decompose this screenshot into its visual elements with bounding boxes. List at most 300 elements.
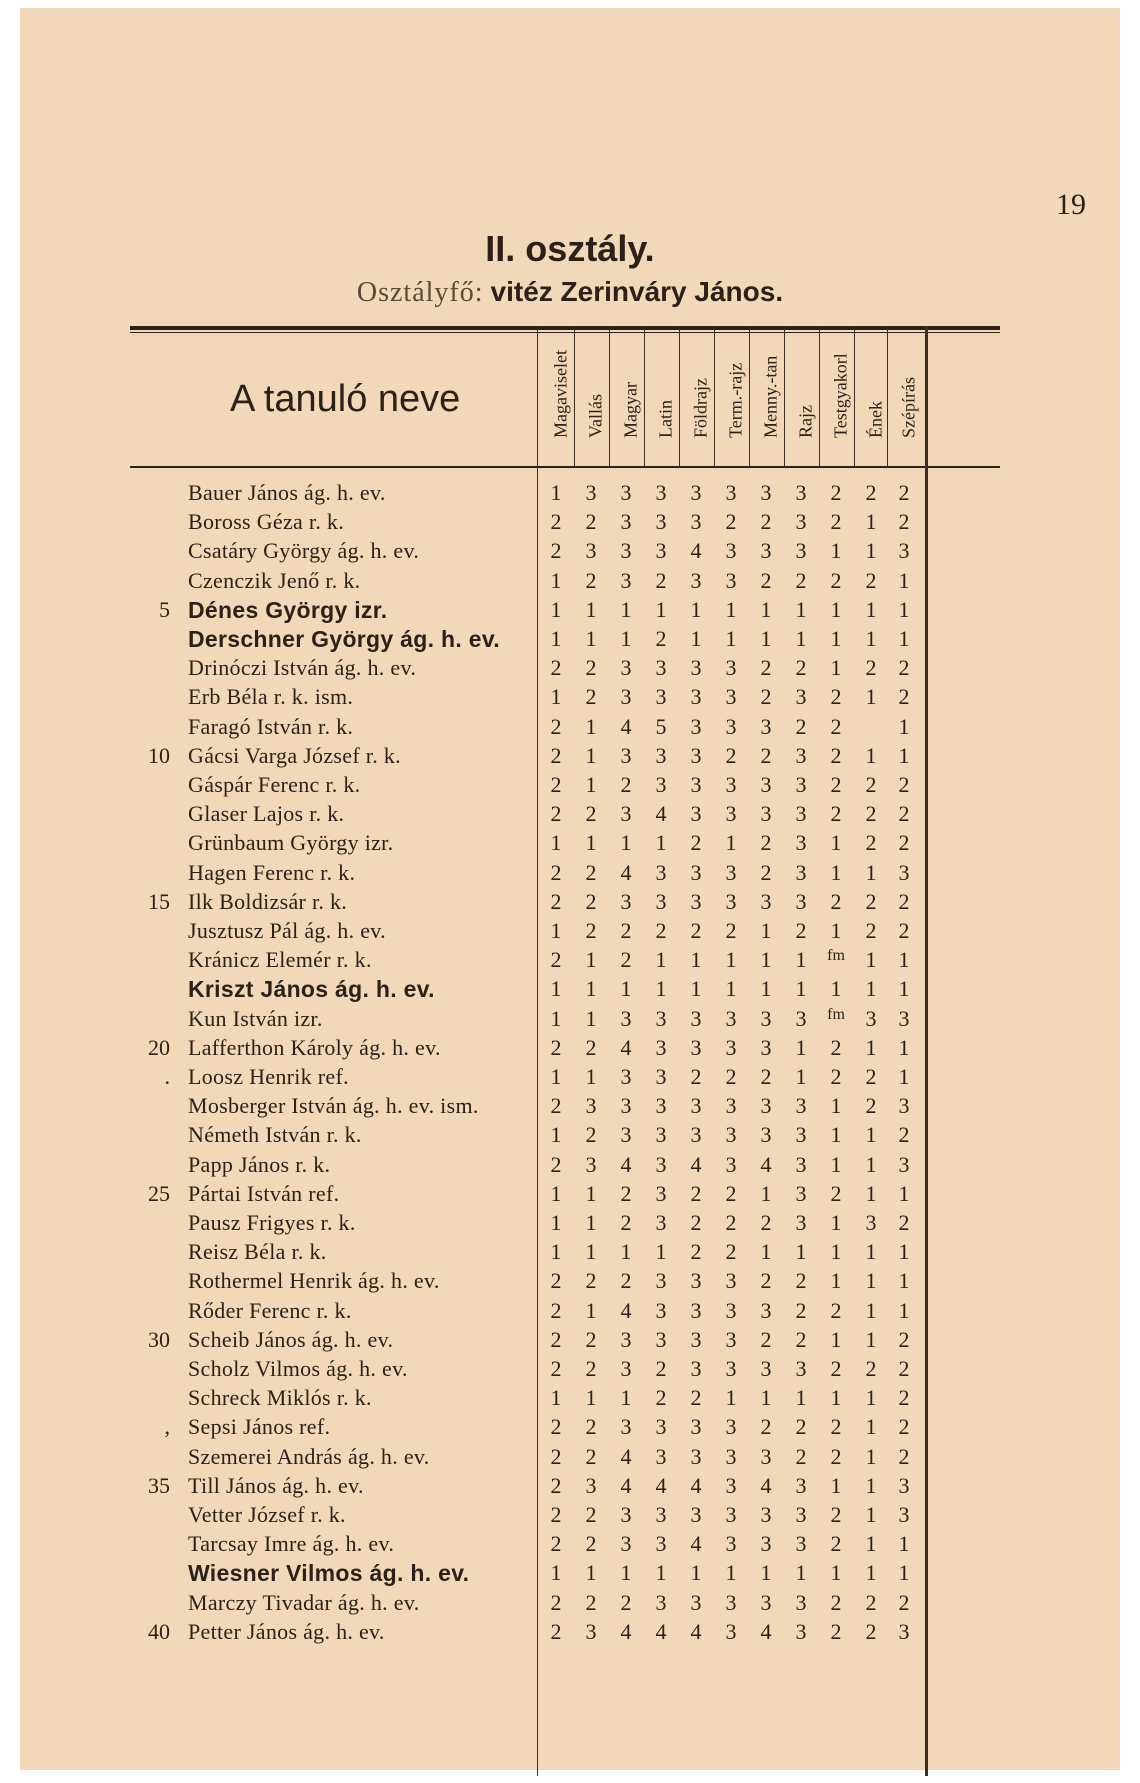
grade-cell: 1 <box>585 742 597 768</box>
grade-cell: 2 <box>655 1385 667 1411</box>
grade-cell: 3 <box>690 1093 702 1119</box>
grade-cell: 4 <box>620 1151 632 1177</box>
table-row <box>20 655 1120 684</box>
grade-cell: 3 <box>725 1472 737 1498</box>
grade-cell: 2 <box>865 772 877 797</box>
grade-cell: 3 <box>795 1005 807 1031</box>
grade-cell: 3 <box>760 538 772 564</box>
grade-cell: 2 <box>795 713 807 739</box>
grade-cell: 2 <box>690 918 702 943</box>
table-row <box>20 1590 1120 1619</box>
grade-cell: 2 <box>550 713 562 739</box>
grade-cell: 3 <box>795 509 807 535</box>
grade-cell: 3 <box>690 772 702 797</box>
row-number: 25 <box>148 1180 170 1206</box>
grade-cell: 2 <box>620 1180 632 1206</box>
header-rule-bottom <box>130 466 1000 468</box>
grade-cell: 2 <box>898 655 910 681</box>
grade-cell: 3 <box>620 1531 632 1557</box>
grade-cell: 2 <box>795 1414 807 1440</box>
table-row <box>20 1064 1120 1093</box>
grade-cell: 3 <box>795 1472 807 1498</box>
grade-cell: 2 <box>550 859 562 885</box>
grade-cell: 2 <box>898 684 910 710</box>
grade-cell: 3 <box>655 538 667 564</box>
grade-cell: 2 <box>585 1268 597 1294</box>
grade-cell: 4 <box>620 1618 632 1644</box>
table-row <box>20 1035 1120 1064</box>
grade-cell: 2 <box>725 742 737 768</box>
grade-cell: 2 <box>865 1093 877 1119</box>
student-name: Scholz Vilmos ág. h. ev. <box>188 1356 408 1381</box>
grade-cell: 3 <box>690 684 702 710</box>
grade-cell: 2 <box>585 655 597 681</box>
grade-cell: 2 <box>550 1472 562 1498</box>
subject-header-label: Földrajz <box>690 378 711 438</box>
table-row <box>20 1473 1120 1502</box>
grade-cell: 1 <box>830 918 842 943</box>
grade-cell: 3 <box>620 509 632 535</box>
student-name: Dénes György izr. <box>188 596 388 623</box>
grade-cell: 2 <box>585 1326 597 1352</box>
row-number: 20 <box>148 1034 170 1060</box>
subject-header-label: Latin <box>655 400 676 438</box>
grade-cell: 2 <box>550 1093 562 1119</box>
grade-cell: 2 <box>690 1385 702 1411</box>
grade-cell: 2 <box>898 1589 910 1615</box>
table-row <box>20 597 1120 626</box>
grade-cell: 3 <box>725 713 737 739</box>
grade-cell: 1 <box>690 596 702 622</box>
grade-cell: 2 <box>550 1443 562 1469</box>
grade-cell: 3 <box>690 509 702 535</box>
grade-cell: 1 <box>585 1297 597 1323</box>
grade-cell: 1 <box>830 830 842 856</box>
table-row <box>20 889 1120 918</box>
row-number: 40 <box>148 1618 170 1644</box>
subject-header <box>858 333 894 463</box>
row-number: , <box>164 1414 170 1440</box>
column-divider <box>854 326 855 466</box>
grade-cell: 1 <box>585 1064 597 1089</box>
grade-cell: 2 <box>760 509 772 535</box>
grade-cell: 1 <box>865 976 877 1002</box>
table-row <box>20 1093 1120 1122</box>
table-row <box>20 626 1120 655</box>
grade-cell: 2 <box>898 1356 910 1381</box>
grade-cell: 2 <box>830 567 842 593</box>
grade-cell: 3 <box>725 1589 737 1615</box>
grade-cell: 2 <box>898 801 910 827</box>
grade-cell: 3 <box>725 684 737 710</box>
row-number: 30 <box>148 1326 170 1352</box>
grade-cell: 3 <box>655 742 667 768</box>
grade-cell: 2 <box>795 1326 807 1352</box>
table-row <box>20 976 1120 1005</box>
grade-cell: 2 <box>865 1589 877 1615</box>
grade-cell: 3 <box>760 1589 772 1615</box>
grade-cell: 2 <box>830 1356 842 1381</box>
grade-cell: 3 <box>690 713 702 739</box>
grade-cell: 1 <box>898 1560 910 1586</box>
grade-cell: 3 <box>795 1210 807 1235</box>
subject-header-label: Term.-rajz <box>725 362 746 438</box>
grade-cell: 3 <box>690 1122 702 1148</box>
row-number: 5 <box>159 596 170 622</box>
grade-cell: 1 <box>690 626 702 651</box>
grade-cell: 1 <box>830 596 842 622</box>
grade-cell: 2 <box>795 567 807 593</box>
student-name: Reisz Béla r. k. <box>188 1239 327 1265</box>
grade-cell: 1 <box>760 947 772 973</box>
grade-cell: 2 <box>550 1326 562 1352</box>
student-name: Szemerei András ág. h. ev. <box>188 1443 430 1469</box>
grade-cell: 4 <box>655 1472 667 1498</box>
grade-cell: 2 <box>865 655 877 681</box>
subject-header-label: Szépírás <box>898 377 919 438</box>
class-title: II. osztály. <box>485 228 655 269</box>
grade-cell: 1 <box>898 1268 910 1294</box>
grade-cell: 2 <box>550 1531 562 1557</box>
grade-cell: 2 <box>830 1180 842 1206</box>
grade-cell: 2 <box>898 509 910 535</box>
student-name: Pausz Frigyes r. k. <box>188 1210 356 1235</box>
grade-cell: 1 <box>655 830 667 856</box>
grade-cell: 1 <box>865 1414 877 1440</box>
grade-cell: 3 <box>760 1005 772 1031</box>
grade-cell: 2 <box>550 1268 562 1294</box>
grade-cell: 2 <box>898 1414 910 1440</box>
grade-cell: 2 <box>620 1268 632 1294</box>
grade-cell: 4 <box>620 1443 632 1469</box>
grade-cell: 1 <box>865 684 877 710</box>
grade-cell: 3 <box>725 888 737 914</box>
grade-cell: 2 <box>760 1268 772 1294</box>
grade-cell: 2 <box>550 1297 562 1323</box>
grade-cell: 2 <box>620 1589 632 1615</box>
grade-cell: 2 <box>898 1385 910 1411</box>
grade-cell: 2 <box>690 1239 702 1265</box>
grade-cell: 3 <box>725 1151 737 1177</box>
student-name: Vetter József r. k. <box>188 1502 346 1527</box>
class-teacher-name: vitéz Zerinváry János. <box>490 276 784 307</box>
grade-cell: 1 <box>655 596 667 622</box>
grade-cell: 2 <box>690 1064 702 1089</box>
grade-cell: 1 <box>585 976 597 1002</box>
student-name: Pártai István ref. <box>188 1180 340 1206</box>
grade-cell: 2 <box>865 1356 877 1381</box>
grade-cell: 2 <box>898 830 910 856</box>
table-row <box>20 1560 1120 1589</box>
grade-cell: 1 <box>865 1151 877 1177</box>
student-name: Scheib János ág. h. ev. <box>188 1326 394 1352</box>
grade-cell: 1 <box>550 1239 562 1265</box>
grade-cell: 2 <box>865 567 877 593</box>
grade-cell: 3 <box>898 1005 910 1031</box>
grade-cell: 1 <box>620 1239 632 1265</box>
grade-cell: 2 <box>795 655 807 681</box>
grade-cell: 2 <box>585 918 597 943</box>
grade-cell: 1 <box>865 1180 877 1206</box>
grade-cell: 1 <box>898 976 910 1002</box>
grade-cell: 2 <box>550 1034 562 1060</box>
grade-cell: 1 <box>865 1297 877 1323</box>
student-name: Kránicz Elemér r. k. <box>188 947 372 973</box>
grade-cell: 1 <box>865 859 877 885</box>
column-divider <box>887 326 888 466</box>
student-name: Papp János r. k. <box>188 1151 331 1177</box>
grade-cell: 2 <box>585 684 597 710</box>
grade-cell: 3 <box>795 1618 807 1644</box>
grade-cell: 2 <box>760 742 772 768</box>
grade-cell: 3 <box>795 801 807 827</box>
grade-cell: 3 <box>690 1297 702 1323</box>
student-name: Erb Béla r. k. ism. <box>188 684 354 710</box>
grade-cell: 1 <box>795 626 807 651</box>
grade-cell: 1 <box>585 1005 597 1031</box>
grade-cell: 2 <box>550 772 562 797</box>
grade-cell: 2 <box>550 888 562 914</box>
grade-cell: 1 <box>585 830 597 856</box>
grade-cell: 2 <box>620 947 632 973</box>
grade-cell: 3 <box>760 713 772 739</box>
column-divider <box>784 326 785 466</box>
grade-cell: 1 <box>865 1531 877 1557</box>
grade-cell: 3 <box>655 1064 667 1089</box>
grade-cell: 1 <box>550 596 562 622</box>
grade-cell: 1 <box>550 918 562 943</box>
grade-cell: 1 <box>760 1560 772 1586</box>
table-row <box>20 684 1120 713</box>
subject-header-label: Rajz <box>795 405 816 438</box>
grade-cell: 1 <box>585 596 597 622</box>
grade-cell: 4 <box>620 713 632 739</box>
grade-cell: 3 <box>795 1589 807 1615</box>
grade-cell: 2 <box>550 1151 562 1177</box>
student-name: Loosz Henrik ref. <box>188 1064 349 1089</box>
grade-cell: 1 <box>865 1443 877 1469</box>
table-row <box>20 1181 1120 1210</box>
grade-cell: 3 <box>760 1297 772 1323</box>
grade-cell: 2 <box>898 1210 910 1235</box>
grade-cell: 3 <box>795 1502 807 1527</box>
class-teacher-label: Osztályfő: <box>356 277 484 308</box>
grade-cell: 3 <box>655 1531 667 1557</box>
grade-cell: 1 <box>725 626 737 651</box>
grade-cell: 3 <box>655 1210 667 1235</box>
grade-cell: 3 <box>585 1618 597 1644</box>
grade-cell: 3 <box>760 1034 772 1060</box>
grade-cell: 2 <box>830 801 842 827</box>
student-name: Wiesner Vilmos ág. h. ev. <box>188 1560 470 1587</box>
grade-cell: 1 <box>830 859 842 885</box>
grade-cell: 3 <box>725 1034 737 1060</box>
grade-cell: 2 <box>550 742 562 768</box>
grade-cell: 1 <box>795 1064 807 1089</box>
table-row <box>20 1444 1120 1473</box>
grade-cell: 1 <box>620 1560 632 1586</box>
grade-cell: 1 <box>898 1239 910 1265</box>
student-name: Petter János ág. h. ev. <box>188 1618 385 1644</box>
grade-cell: 2 <box>760 859 772 885</box>
grade-cell: 3 <box>585 1151 597 1177</box>
row-number: 15 <box>148 888 170 914</box>
grade-cell: 3 <box>620 1005 632 1031</box>
grade-cell: 1 <box>620 830 632 856</box>
grade-cell: 2 <box>898 1326 910 1352</box>
grade-cell: 2 <box>585 1531 597 1557</box>
student-name: Kun István izr. <box>188 1005 323 1031</box>
grade-cell: 1 <box>830 1326 842 1352</box>
grade-cell: 3 <box>620 1414 632 1440</box>
grade-cell: 2 <box>830 1531 842 1557</box>
grade-cell: 1 <box>725 830 737 856</box>
grade-cell: 2 <box>550 1356 562 1381</box>
grade-cell: 4 <box>690 1531 702 1557</box>
grade-cell: 3 <box>725 1122 737 1148</box>
subject-header-label: Magaviselet <box>550 350 571 438</box>
student-name: Grünbaum György izr. <box>188 830 394 856</box>
column-divider <box>609 326 610 466</box>
grade-cell: 2 <box>760 1210 772 1235</box>
grade-cell: 3 <box>760 888 772 914</box>
grade-cell: 2 <box>725 1064 737 1089</box>
grade-cell: 2 <box>725 1180 737 1206</box>
grade-cell: 1 <box>865 742 877 768</box>
grade-cell: 1 <box>620 626 632 651</box>
grade-cell: 3 <box>690 742 702 768</box>
grade-cell: 3 <box>655 859 667 885</box>
column-divider <box>819 326 820 466</box>
grade-cell: 1 <box>760 626 772 651</box>
grade-cell: 1 <box>690 1560 702 1586</box>
table-row <box>20 830 1120 859</box>
grade-cell: 4 <box>620 1297 632 1323</box>
student-name: Jusztusz Pál ág. h. ev. <box>188 918 386 943</box>
table-row <box>20 509 1120 538</box>
grade-cell: 1 <box>898 1180 910 1206</box>
grade-cell: 3 <box>655 480 667 505</box>
grade-cell: 2 <box>865 480 877 505</box>
grade-cell: 3 <box>690 480 702 505</box>
table-row <box>20 1385 1120 1414</box>
student-name: Rőder Ferenc r. k. <box>188 1297 352 1323</box>
grade-cell: 3 <box>620 684 632 710</box>
grade-cell: 1 <box>898 1531 910 1557</box>
grade-cell: 3 <box>690 1005 702 1031</box>
grade-cell: 3 <box>725 1297 737 1323</box>
grade-cell: 1 <box>550 976 562 1002</box>
grade-cell: 1 <box>760 596 772 622</box>
grade-cell: 3 <box>898 1618 910 1644</box>
grade-cell: 1 <box>865 509 877 535</box>
grade-cell: 1 <box>898 947 910 973</box>
name-column-header: A tanuló neve <box>230 378 461 420</box>
grade-cell: 1 <box>795 1034 807 1060</box>
student-name: Sepsi János ref. <box>188 1414 331 1440</box>
grade-cell: 3 <box>690 1589 702 1615</box>
grade-cell: 3 <box>795 1180 807 1206</box>
grade-cell: 3 <box>620 1502 632 1527</box>
table-row <box>20 1619 1120 1648</box>
grade-cell: 1 <box>620 1385 632 1411</box>
grade-cell: 3 <box>655 1180 667 1206</box>
grade-cell: 3 <box>898 1093 910 1119</box>
grade-cell: 2 <box>865 801 877 827</box>
grade-cell: 2 <box>620 1210 632 1235</box>
grade-cell: 5 <box>655 713 667 739</box>
grade-cell: 3 <box>690 859 702 885</box>
grade-cell: 2 <box>830 713 842 739</box>
grade-cell: 4 <box>690 1472 702 1498</box>
grade-cell: 2 <box>865 888 877 914</box>
grade-cell: 1 <box>865 1034 877 1060</box>
grade-cell: 2 <box>585 888 597 914</box>
grade-cell: 2 <box>620 918 632 943</box>
student-name: Lafferthon Károly ág. h. ev. <box>188 1034 441 1060</box>
grade-cell: 3 <box>585 480 597 505</box>
table-row <box>20 1356 1120 1385</box>
grade-cell: 2 <box>725 1239 737 1265</box>
grade-cell: 3 <box>760 1122 772 1148</box>
grade-cell: 2 <box>655 567 667 593</box>
grade-cell: 3 <box>690 1356 702 1381</box>
student-name: Mosberger István ág. h. ev. ism. <box>188 1093 479 1119</box>
grade-cell: 3 <box>620 538 632 564</box>
grade-cell: 2 <box>830 1414 842 1440</box>
grade-cell: 1 <box>830 1239 842 1265</box>
grade-cell: 1 <box>865 1385 877 1411</box>
grade-cell: 1 <box>550 684 562 710</box>
grade-cell: 1 <box>830 1151 842 1177</box>
grade-cell: 1 <box>865 626 877 651</box>
grade-cell: 3 <box>655 1297 667 1323</box>
grade-cell: 1 <box>795 1239 807 1265</box>
class-teacher <box>20 276 1120 309</box>
grade-cell: 1 <box>550 626 562 651</box>
grade-cell: 3 <box>655 888 667 914</box>
grade-cell: 1 <box>550 1385 562 1411</box>
grade-cell: 2 <box>865 830 877 856</box>
grade-cell: 2 <box>585 801 597 827</box>
grade-cell: 3 <box>690 567 702 593</box>
grade-cell: 1 <box>725 976 737 1002</box>
grade-cell: 3 <box>760 772 772 797</box>
grade-cell: 3 <box>898 1502 910 1527</box>
grade-cell: 1 <box>865 1472 877 1498</box>
grade-cell: 2 <box>655 1356 667 1381</box>
grade-cell: 4 <box>620 1472 632 1498</box>
grade-cell: 1 <box>865 1122 877 1148</box>
grade-cell: 3 <box>795 888 807 914</box>
grade-cell: 1 <box>760 1180 772 1206</box>
grade-cell: 2 <box>760 684 772 710</box>
table-row <box>20 860 1120 889</box>
grade-cell: 1 <box>585 1385 597 1411</box>
document-page <box>20 8 1120 1770</box>
grade-cell: 2 <box>690 1210 702 1235</box>
grade-cell: 2 <box>830 684 842 710</box>
student-name: Derschner György ág. h. ev. <box>188 626 500 652</box>
grade-cell: 1 <box>898 742 910 768</box>
student-name: Drinóczi István ág. h. ev. <box>188 655 417 681</box>
grade-cell: 3 <box>760 480 772 505</box>
grade-cell: 1 <box>865 947 877 973</box>
grade-cell: 3 <box>620 655 632 681</box>
grade-cell: 2 <box>830 772 842 797</box>
grade-cell: 3 <box>725 1531 737 1557</box>
grade-cell: 2 <box>550 1618 562 1644</box>
